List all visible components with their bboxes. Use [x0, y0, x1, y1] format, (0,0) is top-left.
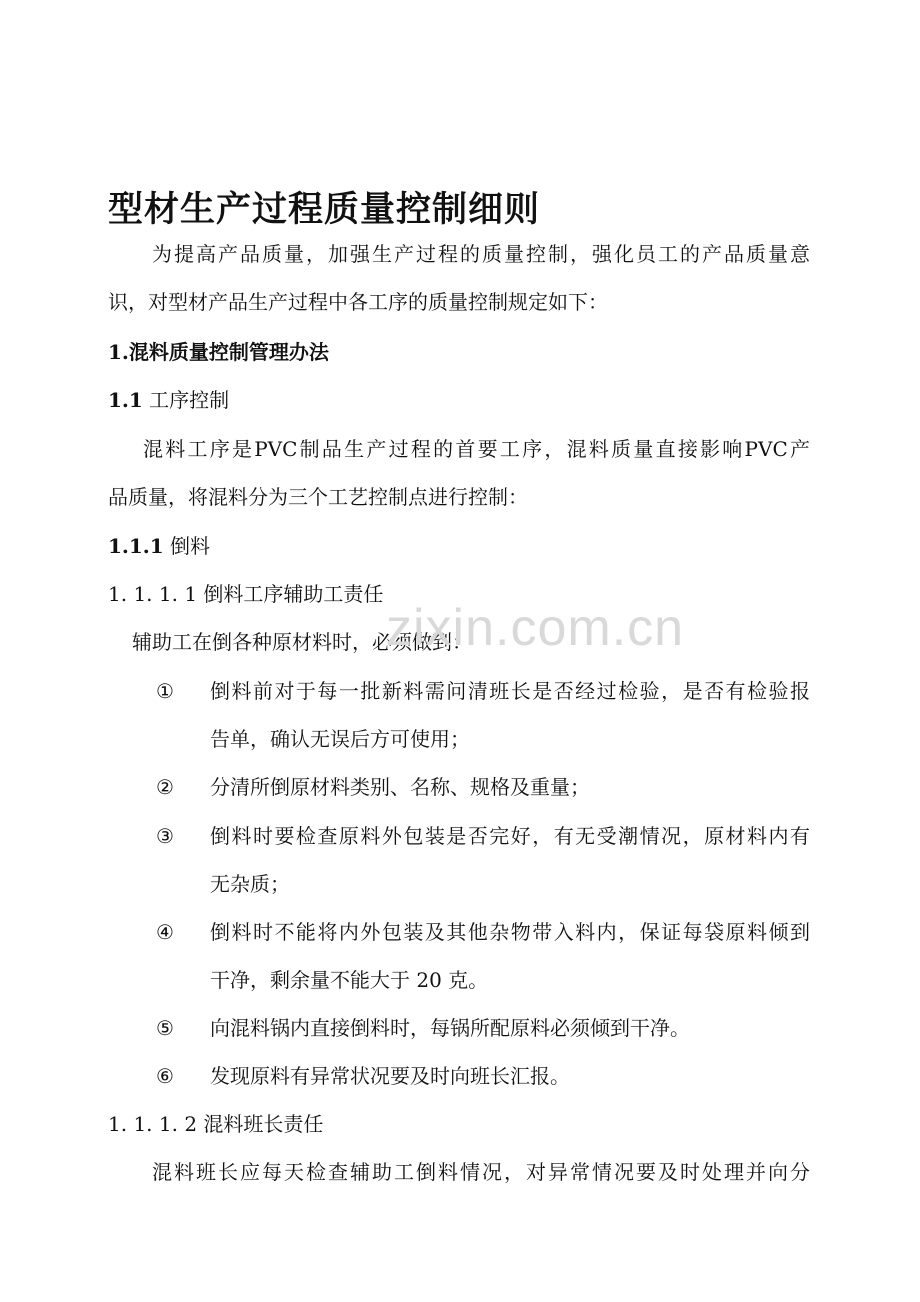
list-item-text-continued: 干净，剩余量不能大于 20 克。 — [210, 968, 489, 992]
section-1-heading: 1.混料质量控制管理办法 — [108, 340, 329, 364]
section-1-1-para-line-1: 混料工序是PVC制品生产过程的首要工序，混料质量直接影响PVC产 — [143, 437, 810, 461]
list-item-text: 倒料前对于每一批新料需问清班长是否经过检验，是否有检验报 — [210, 679, 810, 703]
section-1-1-1-label: 倒料 — [170, 534, 211, 558]
section-1-1-1-heading — [108, 534, 210, 558]
section-1-1-1-1-lead: 辅助工在倒各种原材料时，必须做到： — [132, 630, 472, 654]
list-item-text: 向混料锅内直接倒料时，每锅所配原料必须倾到干净。 — [210, 1016, 690, 1040]
intro-line-2: 识，对型材产品生产过程中各工序的质量控制规定如下： — [108, 290, 608, 314]
list-item-text: 分清所倒原材料类别、名称、规格及重量； — [210, 775, 590, 799]
watermark: zixin.com.cn — [386, 599, 685, 657]
section-1-1-1-number: 1.1.1 — [108, 534, 164, 558]
list-item-text: 发现原料有异常状况要及时向班长汇报。 — [210, 1064, 570, 1088]
list-item-text-continued: 告单，确认无误后方可使用； — [210, 727, 470, 751]
list-item-marker: ⑤ — [156, 1016, 174, 1040]
section-1-1-1-2-heading: 1. 1. 1. 2 混料班长责任 — [108, 1112, 324, 1136]
list-item-text: 倒料时不能将内外包装及其他杂物带入料内，保证每袋原料倾到 — [210, 920, 810, 944]
list-item-marker: ⑥ — [156, 1064, 174, 1088]
list-item-marker: ① — [156, 679, 174, 703]
list-item-marker: ② — [156, 775, 174, 799]
list-item-text: 倒料时要检查原料外包装是否完好，有无受潮情况，原材料内有 — [210, 824, 810, 848]
intro-line-1: 为提高产品质量，加强生产过程的质量控制，强化员工的产品质量意 — [152, 242, 810, 266]
section-1-1-para-line-2: 品质量，将混料分为三个工艺控制点进行控制： — [108, 485, 528, 509]
list-item-text-continued: 无杂质； — [210, 872, 290, 896]
section-1-1-number: 1.1 — [108, 388, 143, 412]
section-1-1-1-1-heading: 1. 1. 1. 1 倒料工序辅助工责任 — [108, 582, 384, 606]
document-title: 型材生产过程质量控制细则 — [108, 189, 541, 230]
list-item-marker: ④ — [156, 920, 174, 944]
section-1-1-1-2-para-line-1: 混料班长应每天检查辅助工倒料情况，对异常情况要及时处理并向分 — [152, 1160, 810, 1184]
section-1-1-label: 工序控制 — [149, 388, 230, 412]
list-item-marker: ③ — [156, 824, 174, 848]
section-1-1-heading — [108, 388, 229, 412]
